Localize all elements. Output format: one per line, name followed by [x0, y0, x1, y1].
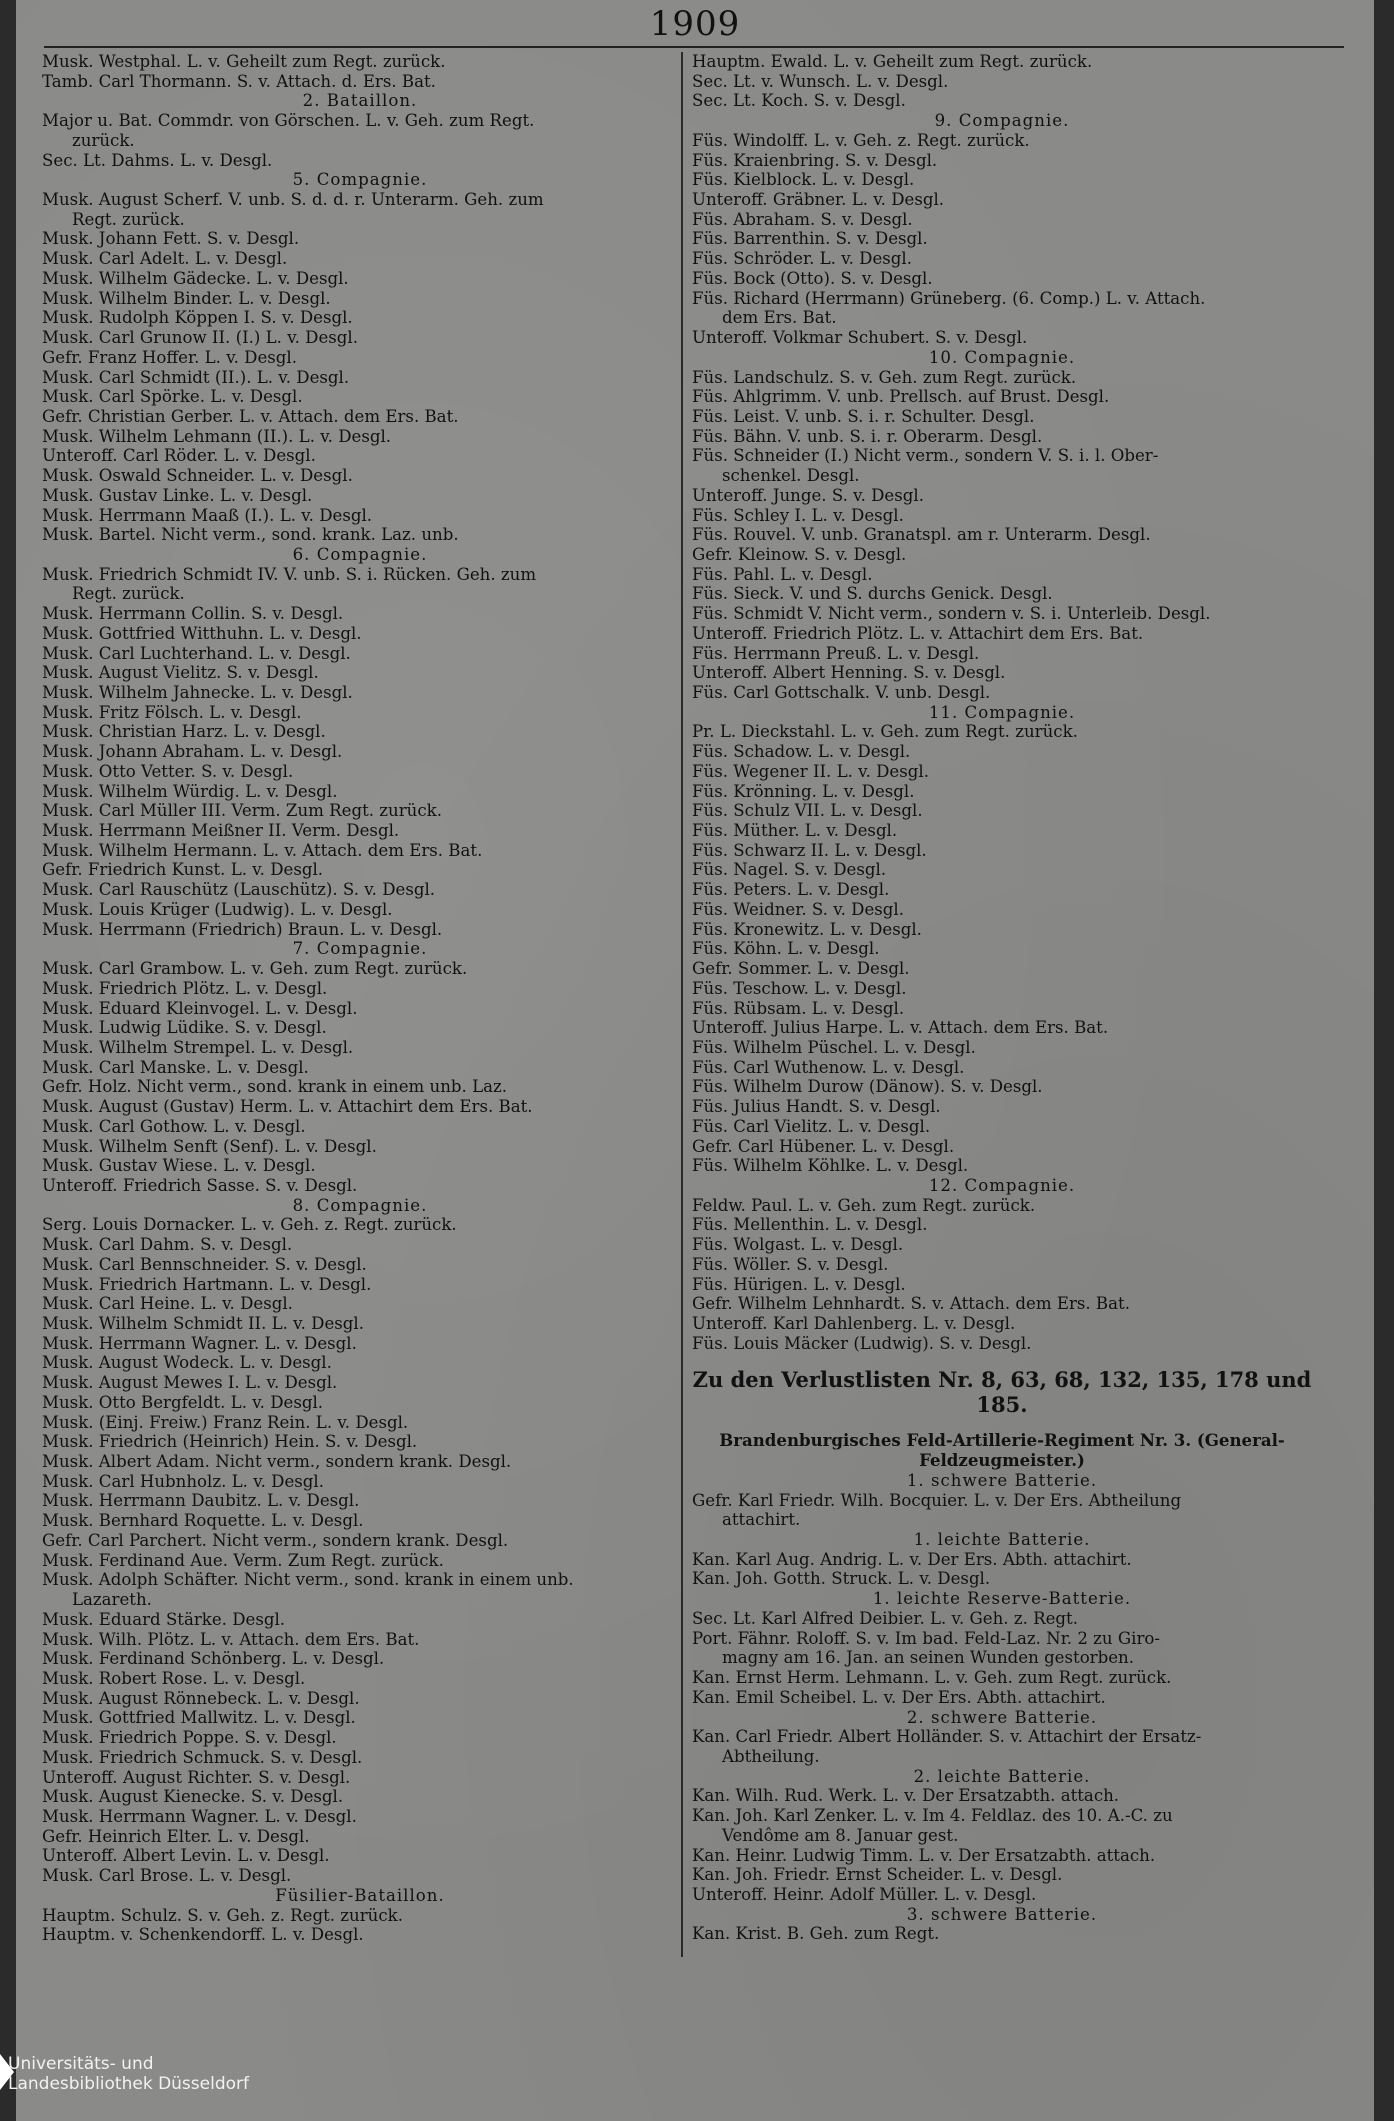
casualty-entry: Füs. Schwarz II. L. v. Desgl.	[692, 840, 927, 860]
casualty-entry: Musk. Wilhelm Schmidt II. L. v. Desgl.	[42, 1314, 364, 1333]
casualty-entry: Kan. Joh. Friedr. Ernst Scheider. L. v. Desgl.	[692, 1865, 1063, 1885]
casualty-entry: Füs. Schneider (I.) Nicht verm., sondern V. S. i. l. Ober-	[692, 446, 1159, 466]
casualty-entry: Füs. Carl Vielitz. L. v. Desgl.	[692, 1116, 931, 1136]
casualty-entry: Unteroff. Friedrich Plötz. L. v. Attachirt dem Ers. Bat.	[692, 623, 1144, 643]
library-name-line1: Universitäts- und	[8, 2054, 154, 2074]
casualty-entry: Hauptm. Ewald. L. v. Geheilt zum Regt. zurück.	[692, 52, 1093, 71]
casualty-entry: Sec. Lt. v. Wunsch. L. v. Desgl.	[692, 71, 949, 91]
casualty-entry: Musk. Wilhelm Hermann. L. v. Attach. dem Ers. Bat.	[42, 840, 483, 860]
list-headline: Zu den Verlustlisten Nr. 8, 63, 68, 132, 135, 178 und 185.	[692, 1367, 1312, 1418]
section-heading: 9. Compagnie.	[934, 111, 1070, 131]
casualty-entry: Hauptm. v. Schenkendorff. L. v. Desgl.	[42, 1925, 364, 1945]
casualty-entry: schenkel. Desgl.	[722, 466, 860, 486]
spacer	[692, 1353, 1312, 1367]
regiment-heading: Brandenburgisches Feld-Artillerie-Regiment Nr. 3. (General-Feldzeugmeister.)	[719, 1431, 1285, 1471]
casualty-entry: Lazareth.	[72, 1590, 152, 1610]
casualty-entry: Unteroff. Albert Henning. S. v. Desgl.	[692, 663, 1006, 683]
casualty-entry: Kan. Heinr. Ludwig Timm. L. v. Der Ersatzabth. attach.	[692, 1845, 1156, 1865]
casualty-entry: Musk. Ferdinand Schönberg. L. v. Desgl.	[42, 1649, 385, 1669]
casualty-entry: Musk. Carl Spörke. L. v. Desgl.	[42, 387, 303, 407]
casualty-entry: Musk. August Kienecke. S. v. Desgl.	[42, 1787, 344, 1807]
casualty-entry: Gefr. Karl Friedr. Wilh. Bocquier. L. v. Der Ers. Abtheilung	[692, 1490, 1182, 1510]
casualty-entry: Füs. Müther. L. v. Desgl.	[692, 821, 898, 841]
section-heading: 2. leichte Batterie.	[913, 1766, 1091, 1786]
casualty-entry: Füs. Carl Wuthenow. L. v. Desgl.	[692, 1057, 965, 1077]
casualty-entry: Musk. Oswald Schneider. L. v. Desgl.	[42, 466, 353, 486]
casualty-entry: Gefr. Wilhelm Lehnhardt. S. v. Attach. dem Ers. Bat.	[692, 1294, 1130, 1314]
casualty-entry: Sec. Lt. Karl Alfred Deibier. L. v. Geh. z. Regt.	[692, 1608, 1078, 1628]
casualty-entry: Füs. Richard (Herrmann) Grüneberg. (6. Comp.) L. v. Attach.	[692, 288, 1206, 308]
section-heading: Füsilier-Bataillon.	[275, 1885, 445, 1905]
casualty-entry: Musk. Herrmann Collin. S. v. Desgl.	[42, 604, 344, 624]
casualty-entry: Musk. Ferdinand Aue. Verm. Zum Regt. zurück.	[42, 1550, 444, 1570]
casualty-entry: Füs. Schröder. L. v. Desgl.	[692, 249, 913, 269]
casualty-entry: Füs. Schulz VII. L. v. Desgl.	[692, 801, 923, 821]
casualty-entry: Musk. Wilhelm Lehmann (II.). L. v. Desgl.	[42, 426, 392, 446]
casualty-entry: Füs. Köhn. L. v. Desgl.	[692, 939, 880, 959]
casualty-entry: Musk. Herrmann Wagner. L. v. Desgl.	[42, 1333, 357, 1353]
section-heading: 1. schwere Batterie.	[906, 1470, 1098, 1490]
casualty-entry: Musk. Otto Bergfeldt. L. v. Desgl.	[42, 1392, 324, 1412]
casualty-entry: Musk. August (Gustav) Herm. L. v. Attachirt dem Ers. Bat.	[42, 1097, 533, 1117]
casualty-entry: Unteroff. Junge. S. v. Desgl.	[692, 485, 924, 505]
section-heading: 2. Bataillon.	[302, 91, 418, 111]
casualty-entry: Füs. Wilhelm Püschel. L. v. Desgl.	[692, 1037, 976, 1057]
casualty-entry: Füs. Herrmann Preuß. L. v. Desgl.	[692, 643, 980, 663]
casualty-entry: Musk. Wilhelm Strempel. L. v. Desgl.	[42, 1037, 354, 1057]
casualty-entry: Port. Fähnr. Roloff. S. v. Im bad. Feld-Laz. Nr. 2 zu Giro-	[692, 1628, 1160, 1648]
casualty-entry: Major u. Bat. Commdr. von Görschen. L. v. Geh. zum Regt.	[42, 111, 535, 131]
casualty-entry: Füs. Wolgast. L. v. Desgl.	[692, 1235, 904, 1255]
casualty-entry: Füs. Wöller. S. v. Desgl.	[692, 1254, 889, 1274]
casualty-entry: Füs. Carl Gottschalk. V. unb. Desgl.	[692, 683, 991, 702]
casualty-entry: Abtheilung.	[722, 1746, 820, 1766]
section-heading: 11. Compagnie.	[928, 702, 1076, 722]
casualty-entry: Unteroff. Karl Dahlenberg. L. v. Desgl.	[692, 1314, 1016, 1333]
casualty-entry: Füs. Kielblock. L. v. Desgl.	[692, 170, 915, 190]
casualty-entry: Musk. Carl Grambow. L. v. Geh. zum Regt. zurück.	[42, 959, 468, 979]
casualty-entry: Unteroff. Heinr. Adolf Müller. L. v. Desgl.	[692, 1884, 1037, 1904]
casualty-entry: Vendôme am 8. Januar gest.	[722, 1825, 959, 1845]
casualty-entry: Gefr. Friedrich Kunst. L. v. Desgl.	[42, 860, 324, 880]
casualty-entry: Füs. Bock (Otto). S. v. Desgl.	[692, 268, 933, 288]
casualty-entry: Gefr. Kleinow. S. v. Desgl.	[692, 544, 907, 564]
section-heading: 3. schwere Batterie.	[906, 1904, 1098, 1924]
casualty-entry: Musk. Wilhelm Binder. L. v. Desgl.	[42, 288, 331, 308]
casualty-entry: Musk. Westphal. L. v. Geheilt zum Regt. zurück.	[42, 52, 446, 71]
section-heading: 7. Compagnie.	[292, 939, 428, 959]
casualty-entry: zurück.	[72, 130, 135, 150]
casualty-entry: Musk. August Scherf. V. unb. S. d. d. r. Unterarm. Geh. zum	[42, 190, 544, 210]
casualty-entry: Gefr. Carl Parchert. Nicht verm., sondern krank. Desgl.	[42, 1530, 509, 1550]
casualty-entry: Musk. Herrmann Wagner. L. v. Desgl.	[42, 1806, 357, 1826]
casualty-entry: Füs. Weidner. S. v. Desgl.	[692, 899, 905, 919]
casualty-entry: Musk. Carl Luchterhand. L. v. Desgl.	[42, 643, 351, 663]
casualty-entry: Musk. Herrmann Daubitz. L. v. Desgl.	[42, 1491, 360, 1511]
section-heading: 8. Compagnie.	[292, 1195, 428, 1215]
casualty-entry: Musk. Carl Dahm. S. v. Desgl.	[42, 1235, 293, 1255]
casualty-entry: Musk. Herrmann (Friedrich) Braun. L. v. Desgl.	[42, 919, 443, 939]
casualty-entry: Musk. Carl Brose. L. v. Desgl.	[42, 1866, 292, 1886]
casualty-entry: Sec. Lt. Koch. S. v. Desgl.	[692, 91, 906, 111]
casualty-entry: Füs. Kronewitz. L. v. Desgl.	[692, 919, 922, 939]
casualty-entry: Musk. Johann Abraham. L. v. Desgl.	[42, 742, 343, 762]
casualty-entry: Hauptm. Schulz. S. v. Geh. z. Regt. zurück.	[42, 1905, 403, 1925]
casualty-entry: Musk. Wilhelm Senft (Senf). L. v. Desgl.	[42, 1136, 377, 1156]
casualty-entry: Musk. Friedrich Schmidt IV. V. unb. S. i. Rücken. Geh. zum	[42, 564, 537, 584]
casualty-entry: Unteroff. Volkmar Schubert. S. v. Desgl.	[692, 328, 1028, 348]
casualty-entry: Musk. Rudolph Köppen I. S. v. Desgl.	[42, 308, 353, 328]
casualty-entry: Musk. Carl Bennschneider. S. v. Desgl.	[42, 1254, 367, 1274]
casualty-entry: Musk. Robert Rose. L. v. Desgl.	[42, 1668, 306, 1688]
casualty-entry: Füs. Julius Handt. S. v. Desgl.	[692, 1097, 941, 1117]
casualty-entry: Füs. Schadow. L. v. Desgl.	[692, 742, 911, 762]
casualty-entry: Regt. zurück.	[72, 584, 185, 604]
casualty-entry: Füs. Wilhelm Köhlke. L. v. Desgl.	[692, 1156, 969, 1176]
library-logo[interactable]	[0, 2048, 260, 2098]
casualty-entry: Sec. Lt. Dahms. L. v. Desgl.	[42, 150, 273, 170]
casualty-entry: Füs. Hürigen. L. v. Desgl.	[692, 1274, 906, 1294]
casualty-entry: Füs. Windolff. L. v. Geh. z. Regt. zurück.	[692, 130, 1030, 150]
casualty-entry: Musk. Gottfried Mallwitz. L. v. Desgl.	[42, 1708, 356, 1728]
casualty-entry: Musk. Wilhelm Gädecke. L. v. Desgl.	[42, 268, 349, 288]
casualty-entry: Musk. Johann Fett. S. v. Desgl.	[42, 229, 300, 249]
casualty-entry: attachirt.	[722, 1510, 801, 1530]
casualty-entry: Musk. Friedrich (Heinrich) Hein. S. v. Desgl.	[42, 1432, 418, 1452]
casualty-entry: Unteroff. Carl Röder. L. v. Desgl.	[42, 446, 316, 466]
casualty-entry: Füs. Louis Mäcker (Ludwig). S. v. Desgl.	[692, 1333, 1032, 1353]
casualty-entry: Musk. Fritz Fölsch. L. v. Desgl.	[42, 702, 302, 722]
casualty-entry: Musk. Carl Schmidt (II.). L. v. Desgl.	[42, 367, 350, 387]
casualty-entry: Füs. Krönning. L. v. Desgl.	[692, 781, 915, 801]
casualty-entry: Musk. Carl Grunow II. (I.) L. v. Desgl.	[42, 328, 359, 348]
right-column	[692, 52, 1312, 1962]
casualty-entry: Kan. Carl Friedr. Albert Holländer. S. v. Attachirt der Ersatz-	[692, 1727, 1202, 1747]
casualty-entry: Musk. Herrmann Maaß (I.). L. v. Desgl.	[42, 505, 373, 525]
casualty-entry: Musk. Carl Heine. L. v. Desgl.	[42, 1294, 293, 1314]
casualty-entry: Füs. Sieck. V. und S. durchs Genick. Desgl.	[692, 584, 1053, 604]
section-heading: 12. Compagnie.	[928, 1175, 1076, 1195]
casualty-entry: Musk. Wilhelm Jahnecke. L. v. Desgl.	[42, 683, 353, 702]
casualty-entry: Füs. Schmidt V. Nicht verm., sondern v. S. i. Unterleib. Desgl.	[692, 604, 1211, 624]
casualty-entry: Füs. Schley I. L. v. Desgl.	[692, 505, 904, 525]
casualty-entry: Musk. Ludwig Lüdike. S. v. Desgl.	[42, 1018, 327, 1038]
casualty-entry: Musk. Friedrich Plötz. L. v. Desgl.	[42, 978, 328, 998]
casualty-entry: Füs. Barrenthin. S. v. Desgl.	[692, 229, 928, 249]
casualty-entry: Musk. Eduard Kleinvogel. L. v. Desgl.	[42, 998, 358, 1018]
page-number: 1909	[649, 4, 741, 44]
casualty-entry: Musk. Bartel. Nicht verm., sond. krank. Laz. unb.	[42, 525, 459, 545]
casualty-entry: Füs. Bähn. V. unb. S. i. r. Oberarm. Desgl.	[692, 426, 1043, 446]
casualty-entry: Musk. Eduard Stärke. Desgl.	[42, 1609, 286, 1629]
casualty-entry: Musk. Herrmann Meißner II. Verm. Desgl.	[42, 821, 400, 841]
casualty-entry: Musk. Wilhelm Würdig. L. v. Desgl.	[42, 781, 338, 801]
casualty-entry: Musk. Louis Krüger (Ludwig). L. v. Desgl.	[42, 899, 393, 919]
library-name-line2: Landesbibliothek Düsseldorf	[8, 2074, 249, 2094]
casualty-entry: Kan. Joh. Karl Zenker. L. v. Im 4. Feldlaz. des 10. A.-C. zu	[692, 1806, 1173, 1826]
casualty-entry: Unteroff. Gräbner. L. v. Desgl.	[692, 190, 945, 210]
casualty-entry: Musk. August Wodeck. L. v. Desgl.	[42, 1353, 332, 1373]
casualty-entry: Musk. Gustav Linke. L. v. Desgl.	[42, 485, 313, 505]
casualty-entry: Musk. Friedrich Poppe. S. v. Desgl.	[42, 1728, 337, 1748]
casualty-entry: Musk. Carl Manske. L. v. Desgl.	[42, 1057, 309, 1077]
casualty-entry: Füs. Kraienbring. S. v. Desgl.	[692, 150, 938, 170]
casualty-entry: Füs. Ahlgrimm. V. unb. Prellsch. auf Brust. Desgl.	[692, 387, 1110, 407]
casualty-entry: Füs. Abraham. S. v. Desgl.	[692, 209, 913, 229]
casualty-entry: Musk. Gottfried Witthuhn. L. v. Desgl.	[42, 623, 362, 643]
casualty-entry: Füs. Mellenthin. L. v. Desgl.	[692, 1215, 928, 1235]
casualty-entry: Pr. L. Dieckstahl. L. v. Geh. zum Regt. zurück.	[692, 722, 1078, 742]
casualty-entry: Kan. Ernst Herm. Lehmann. L. v. Geh. zum Regt. zurück.	[692, 1668, 1172, 1688]
casualty-entry: Unteroff. Friedrich Sasse. S. v. Desgl.	[42, 1175, 358, 1195]
spacer	[692, 1417, 1312, 1431]
column-divider	[681, 52, 683, 1957]
casualty-entry: Füs. Rübsam. L. v. Desgl.	[692, 998, 905, 1018]
casualty-entry: Gefr. Christian Gerber. L. v. Attach. dem Ers. Bat.	[42, 406, 459, 426]
casualty-entry: Gefr. Sommer. L. v. Desgl.	[692, 959, 910, 979]
header-rule	[44, 46, 1344, 48]
casualty-entry: Musk. August Mewes I. L. v. Desgl.	[42, 1373, 338, 1393]
casualty-entry: Unteroff. August Richter. S. v. Desgl.	[42, 1767, 351, 1787]
casualty-entry: Musk. Christian Harz. L. v. Desgl.	[42, 722, 326, 742]
casualty-entry: Kan. Krist. B. Geh. zum Regt.	[692, 1924, 940, 1944]
casualty-entry: Musk. Carl Rauschütz (Lauschütz). S. v. Desgl.	[42, 880, 436, 900]
casualty-entry: Füs. Wegener II. L. v. Desgl.	[692, 761, 929, 781]
casualty-entry: Füs. Leist. V. unb. S. i. r. Schulter. Desgl.	[692, 406, 1035, 426]
casualty-entry: dem Ers. Bat.	[722, 308, 837, 328]
casualty-entry: Kan. Wilh. Rud. Werk. L. v. Der Ersatzabth. attach.	[692, 1786, 1120, 1806]
casualty-entry: Gefr. Carl Hübener. L. v. Desgl.	[692, 1136, 955, 1156]
casualty-entry: Musk. Adolph Schäfter. Nicht verm., sond. krank in einem unb.	[42, 1570, 574, 1590]
section-heading: 5. Compagnie.	[292, 170, 428, 190]
casualty-entry: Regt. zurück.	[72, 209, 185, 229]
casualty-entry: Feldw. Paul. L. v. Geh. zum Regt. zurück.	[692, 1195, 1036, 1215]
casualty-entry: Unteroff. Julius Harpe. L. v. Attach. dem Ers. Bat.	[692, 1018, 1109, 1038]
casualty-entry: Gefr. Heinrich Elter. L. v. Desgl.	[42, 1826, 310, 1846]
section-heading: 1. leichte Reserve-Batterie.	[872, 1589, 1132, 1609]
casualty-entry: Gefr. Holz. Nicht verm., sond. krank in einem unb. Laz.	[42, 1077, 508, 1097]
casualty-entry: Musk. Carl Hubnholz. L. v. Desgl.	[42, 1471, 325, 1491]
casualty-entry: Musk. Gustav Wiese. L. v. Desgl.	[42, 1156, 316, 1176]
casualty-entry: Füs. Landschulz. S. v. Geh. zum Regt. zurück.	[692, 367, 1077, 387]
casualty-entry: Kan. Joh. Gotth. Struck. L. v. Desgl.	[692, 1569, 991, 1589]
casualty-entry: Musk. Wilh. Plötz. L. v. Attach. dem Ers. Bat.	[42, 1629, 420, 1649]
casualty-entry: Musk. Carl Gothow. L. v. Desgl.	[42, 1116, 306, 1136]
casualty-entry: Musk. Bernhard Roquette. L. v. Desgl.	[42, 1511, 364, 1531]
casualty-entry: Kan. Emil Scheibel. L. v. Der Ers. Abth. attachirt.	[692, 1687, 1106, 1707]
casualty-entry: Unteroff. Albert Levin. L. v. Desgl.	[42, 1846, 330, 1866]
casualty-entry: Musk. Albert Adam. Nicht verm., sondern krank. Desgl.	[42, 1452, 512, 1472]
casualty-entry: Füs. Rouvel. V. unb. Granatspl. am r. Unterarm. Desgl.	[692, 525, 1151, 545]
section-heading: 6. Compagnie.	[292, 544, 428, 564]
casualty-entry: Füs. Wilhelm Durow (Dänow). S. v. Desgl.	[692, 1077, 1043, 1097]
casualty-entry: Füs. Pahl. L. v. Desgl.	[692, 564, 873, 584]
section-heading: 2. schwere Batterie.	[906, 1707, 1098, 1727]
casualty-entry: Musk. (Einj. Freiw.) Franz Rein. L. v. Desgl.	[42, 1412, 409, 1432]
casualty-entry: Musk. August Vielitz. S. v. Desgl.	[42, 663, 319, 683]
casualty-entry: Kan. Karl Aug. Andrig. L. v. Der Ers. Abth. attachirt.	[692, 1549, 1132, 1569]
casualty-entry: Serg. Louis Dornacker. L. v. Geh. z. Regt. zurück.	[42, 1215, 457, 1235]
section-heading: 10. Compagnie.	[928, 347, 1076, 367]
casualty-entry: Gefr. Franz Hoffer. L. v. Desgl.	[42, 347, 298, 367]
casualty-entry: Füs. Peters. L. v. Desgl.	[692, 880, 890, 900]
casualty-entry: Musk. August Rönnebeck. L. v. Desgl.	[42, 1688, 360, 1708]
newspaper-page	[16, 0, 1374, 2121]
section-heading: 1. leichte Batterie.	[913, 1530, 1091, 1550]
casualty-entry: magny am 16. Jan. an seinen Wunden gestorben.	[722, 1648, 1135, 1668]
left-column	[42, 52, 678, 1962]
casualty-entry: Musk. Friedrich Schmuck. S. v. Desgl.	[42, 1747, 363, 1767]
casualty-entry: Tamb. Carl Thormann. S. v. Attach. d. Ers. Bat.	[42, 71, 436, 91]
casualty-entry: Füs. Nagel. S. v. Desgl.	[692, 860, 887, 880]
casualty-entry: Musk. Otto Vetter. S. v. Desgl.	[42, 761, 294, 781]
casualty-entry: Füs. Teschow. L. v. Desgl.	[692, 978, 907, 998]
casualty-entry: Musk. Carl Müller III. Verm. Zum Regt. zurück.	[42, 801, 442, 821]
casualty-entry: Musk. Carl Adelt. L. v. Desgl.	[42, 249, 288, 269]
casualty-entry: Musk. Friedrich Hartmann. L. v. Desgl.	[42, 1274, 372, 1294]
